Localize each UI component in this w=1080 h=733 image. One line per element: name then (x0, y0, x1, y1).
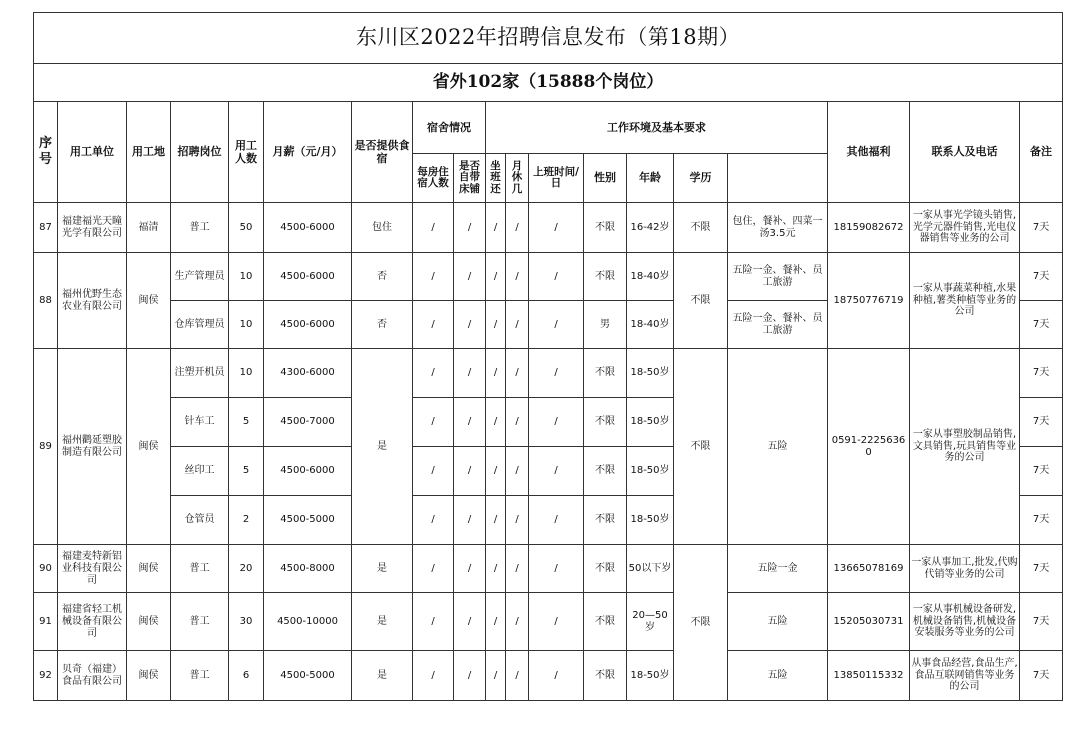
dorm-people: / (413, 349, 454, 398)
work-rest: / (506, 496, 529, 545)
row-seq: 89 (34, 349, 58, 545)
work-hours: / (529, 203, 584, 253)
job-validity: 7天 (1020, 301, 1063, 349)
work-hours: / (529, 301, 584, 349)
job-gender: 不限 (584, 203, 627, 253)
job-age: 18-50岁 (627, 447, 674, 496)
job-gender: 不限 (584, 398, 627, 447)
job-validity: 7天 (1020, 203, 1063, 253)
job-gender: 不限 (584, 593, 627, 651)
job-validity: 7天 (1020, 253, 1063, 301)
job-validity: 7天 (1020, 593, 1063, 651)
job-benefits: 包住，餐补、四菜一汤3.5元 (728, 203, 828, 253)
row-seq: 87 (34, 203, 58, 253)
work-hours: / (529, 253, 584, 301)
employer-name: 贝奇（福建）食品有限公司 (58, 651, 127, 701)
job-validity: 7天 (1020, 447, 1063, 496)
job-validity: 7天 (1020, 349, 1063, 398)
work-hours: / (529, 545, 584, 593)
job-position: 普工 (171, 203, 229, 253)
header-dorm: 宿舍情况 (413, 102, 486, 154)
job-position: 普工 (171, 545, 229, 593)
header-headcount: 用工人数 (229, 102, 264, 203)
employer-location: 福清 (127, 203, 171, 253)
job-position: 仓管员 (171, 496, 229, 545)
job-position: 注塑开机员 (171, 349, 229, 398)
job-headcount: 5 (229, 398, 264, 447)
job-salary: 4500-6000 (264, 301, 352, 349)
page-title: 东川区2022年招聘信息发布（第18期） (34, 13, 1063, 64)
dorm-people: / (413, 593, 454, 651)
work-rest: / (506, 398, 529, 447)
job-headcount: 10 (229, 349, 264, 398)
job-age: 18-50岁 (627, 349, 674, 398)
job-position: 普工 (171, 593, 229, 651)
row-seq: 90 (34, 545, 58, 593)
job-headcount: 30 (229, 593, 264, 651)
company-remarks: 一家从事塑胶制品销售,文具销售,玩具销售等业务的公司 (910, 349, 1020, 545)
job-validity: 7天 (1020, 651, 1063, 701)
header-employer: 用工单位 (58, 102, 127, 203)
work-rest: / (506, 301, 529, 349)
contact-phone: 18750776719 (828, 253, 910, 349)
employer-name: 福州优野生态农业有限公司 (58, 253, 127, 349)
job-age: 16-42岁 (627, 203, 674, 253)
work-rest: / (506, 349, 529, 398)
dorm-people: / (413, 253, 454, 301)
header-rest: 月休几 (506, 154, 529, 203)
work-sitting: / (486, 398, 506, 447)
job-validity: 7天 (1020, 496, 1063, 545)
header-lodging: 是否提供食宿 (352, 102, 413, 203)
employer-location: 闽侯 (127, 651, 171, 701)
recruitment-sheet (33, 12, 1063, 701)
job-education: 不限 (674, 203, 728, 253)
work-hours: / (529, 651, 584, 701)
job-headcount: 5 (229, 447, 264, 496)
job-benefits: 五险 (728, 651, 828, 701)
job-salary: 4500-7000 (264, 398, 352, 447)
header-hours: 上班时间/日 (529, 154, 584, 203)
work-sitting: / (486, 651, 506, 701)
job-gender: 不限 (584, 651, 627, 701)
job-salary: 4500-6000 (264, 253, 352, 301)
job-age: 18-50岁 (627, 496, 674, 545)
table-row (34, 349, 1063, 398)
job-lodging: 否 (352, 301, 413, 349)
job-lodging: 是 (352, 349, 413, 545)
row-seq: 88 (34, 253, 58, 349)
job-age: 18-40岁 (627, 253, 674, 301)
dorm-bedding: / (454, 651, 486, 701)
header-contact: 联系人及电话 (910, 102, 1020, 203)
employer-name: 福建麦特新铝业科技有限公司 (58, 545, 127, 593)
header-education: 学历 (674, 154, 728, 203)
work-sitting: / (486, 447, 506, 496)
dorm-people: / (413, 203, 454, 253)
work-sitting: / (486, 545, 506, 593)
dorm-people: / (413, 651, 454, 701)
job-benefits: 五险一金、餐补、员工旅游 (728, 301, 828, 349)
job-salary: 4500-5000 (264, 496, 352, 545)
work-rest: / (506, 253, 529, 301)
job-position: 丝印工 (171, 447, 229, 496)
job-lodging: 是 (352, 593, 413, 651)
company-remarks: 一家从事光学镜头销售,光学元器件销售,光电仪器销售等业务的公司 (910, 203, 1020, 253)
job-salary: 4500-6000 (264, 447, 352, 496)
company-remarks: 一家从事加工,批发,代购代销等业务的公司 (910, 545, 1020, 593)
header-work-env: 工作环境及基本要求 (486, 102, 828, 154)
contact-phone: 15205030731 (828, 593, 910, 651)
header-position: 招聘岗位 (171, 102, 229, 203)
job-lodging: 是 (352, 651, 413, 701)
work-hours: / (529, 398, 584, 447)
dorm-people: / (413, 545, 454, 593)
job-education: 不限 (674, 545, 728, 701)
dorm-bedding: / (454, 203, 486, 253)
work-hours: / (529, 496, 584, 545)
job-benefits: 五险一金、餐补、员工旅游 (728, 253, 828, 301)
header-dorm-per-room: 每房住宿人数 (413, 154, 454, 203)
job-position: 针车工 (171, 398, 229, 447)
header-salary: 月薪（元/月） (264, 102, 352, 203)
table-row (34, 545, 1063, 593)
job-headcount: 6 (229, 651, 264, 701)
job-benefits: 五险 (728, 349, 828, 545)
job-age: 18-40岁 (627, 301, 674, 349)
job-education: 不限 (674, 253, 728, 349)
employer-location: 闽侯 (127, 253, 171, 349)
job-age: 50以下岁 (627, 545, 674, 593)
company-remarks: 一家从事机械设备研发,机械设备销售,机械设备安装服务等业务的公司 (910, 593, 1020, 651)
dorm-bedding: / (454, 349, 486, 398)
dorm-bedding: / (454, 301, 486, 349)
job-age: 20—50岁 (627, 593, 674, 651)
header-location: 用工地 (127, 102, 171, 203)
job-validity: 7天 (1020, 545, 1063, 593)
work-rest: / (506, 545, 529, 593)
work-hours: / (529, 593, 584, 651)
job-lodging: 是 (352, 545, 413, 593)
work-sitting: / (486, 203, 506, 253)
employer-name: 福州鹳延塑胶制造有限公司 (58, 349, 127, 545)
table-row (34, 593, 1063, 651)
row-seq: 92 (34, 651, 58, 701)
job-headcount: 2 (229, 496, 264, 545)
job-position: 生产管理员 (171, 253, 229, 301)
work-sitting: / (486, 593, 506, 651)
job-validity: 7天 (1020, 398, 1063, 447)
row-seq: 91 (34, 593, 58, 651)
dorm-bedding: / (454, 447, 486, 496)
job-gender: 不限 (584, 545, 627, 593)
work-sitting: / (486, 253, 506, 301)
dorm-bedding: / (454, 593, 486, 651)
work-sitting: / (486, 349, 506, 398)
dorm-people: / (413, 398, 454, 447)
header-age: 年龄 (627, 154, 674, 203)
company-remarks: 一家从事蔬菜种植,水果种植,薯类种植等业务的公司 (910, 253, 1020, 349)
table-row (34, 253, 1063, 301)
job-age: 18-50岁 (627, 651, 674, 701)
job-gender: 不限 (584, 496, 627, 545)
job-gender: 不限 (584, 253, 627, 301)
job-salary: 4500-8000 (264, 545, 352, 593)
job-headcount: 20 (229, 545, 264, 593)
table-row (34, 203, 1063, 253)
job-headcount: 10 (229, 301, 264, 349)
work-rest: / (506, 593, 529, 651)
job-position: 普工 (171, 651, 229, 701)
employer-location: 闽侯 (127, 545, 171, 593)
header-other-benefits: 其他福利 (828, 102, 910, 203)
work-rest: / (506, 203, 529, 253)
job-gender: 男 (584, 301, 627, 349)
job-lodging: 否 (352, 253, 413, 301)
job-salary: 4300-6000 (264, 349, 352, 398)
contact-phone: 13665078169 (828, 545, 910, 593)
job-headcount: 10 (229, 253, 264, 301)
job-age: 18-50岁 (627, 398, 674, 447)
employer-location: 闽侯 (127, 593, 171, 651)
header-dorm-bedding: 是否自带床铺 (454, 154, 486, 203)
job-lodging: 包住 (352, 203, 413, 253)
header-seq: 序号 (34, 102, 58, 203)
dorm-people: / (413, 301, 454, 349)
employer-location: 闽侯 (127, 349, 171, 545)
job-benefits: 五险 (728, 593, 828, 651)
dorm-bedding: / (454, 253, 486, 301)
work-sitting: / (486, 496, 506, 545)
dorm-bedding: / (454, 496, 486, 545)
table-row (34, 651, 1063, 701)
contact-phone: 0591-22256360 (828, 349, 910, 545)
work-hours: / (529, 447, 584, 496)
work-hours: / (529, 349, 584, 398)
company-remarks: 从事食品经营,食品生产,食品互联网销售等业务的公司 (910, 651, 1020, 701)
contact-phone: 18159082672 (828, 203, 910, 253)
recruitment-table (33, 12, 1063, 701)
job-gender: 不限 (584, 447, 627, 496)
header-remarks: 备注 (1020, 102, 1063, 203)
employer-name: 福建省轻工机械设备有限公司 (58, 593, 127, 651)
dorm-bedding: / (454, 398, 486, 447)
job-gender: 不限 (584, 349, 627, 398)
work-rest: / (506, 447, 529, 496)
job-salary: 4500-5000 (264, 651, 352, 701)
job-salary: 4500-10000 (264, 593, 352, 651)
dorm-bedding: / (454, 545, 486, 593)
page-subtitle: 省外102家（15888个岗位） (34, 64, 1063, 102)
work-rest: / (506, 651, 529, 701)
job-education: 不限 (674, 349, 728, 545)
job-headcount: 50 (229, 203, 264, 253)
header-sitting: 坐班还 (486, 154, 506, 203)
dorm-people: / (413, 447, 454, 496)
header-gender: 性别 (584, 154, 627, 203)
contact-phone: 13850115332 (828, 651, 910, 701)
job-benefits: 五险一金 (728, 545, 828, 593)
work-sitting: / (486, 301, 506, 349)
dorm-people: / (413, 496, 454, 545)
job-salary: 4500-6000 (264, 203, 352, 253)
job-position: 仓库管理员 (171, 301, 229, 349)
employer-name: 福建福光天瞳光学有限公司 (58, 203, 127, 253)
